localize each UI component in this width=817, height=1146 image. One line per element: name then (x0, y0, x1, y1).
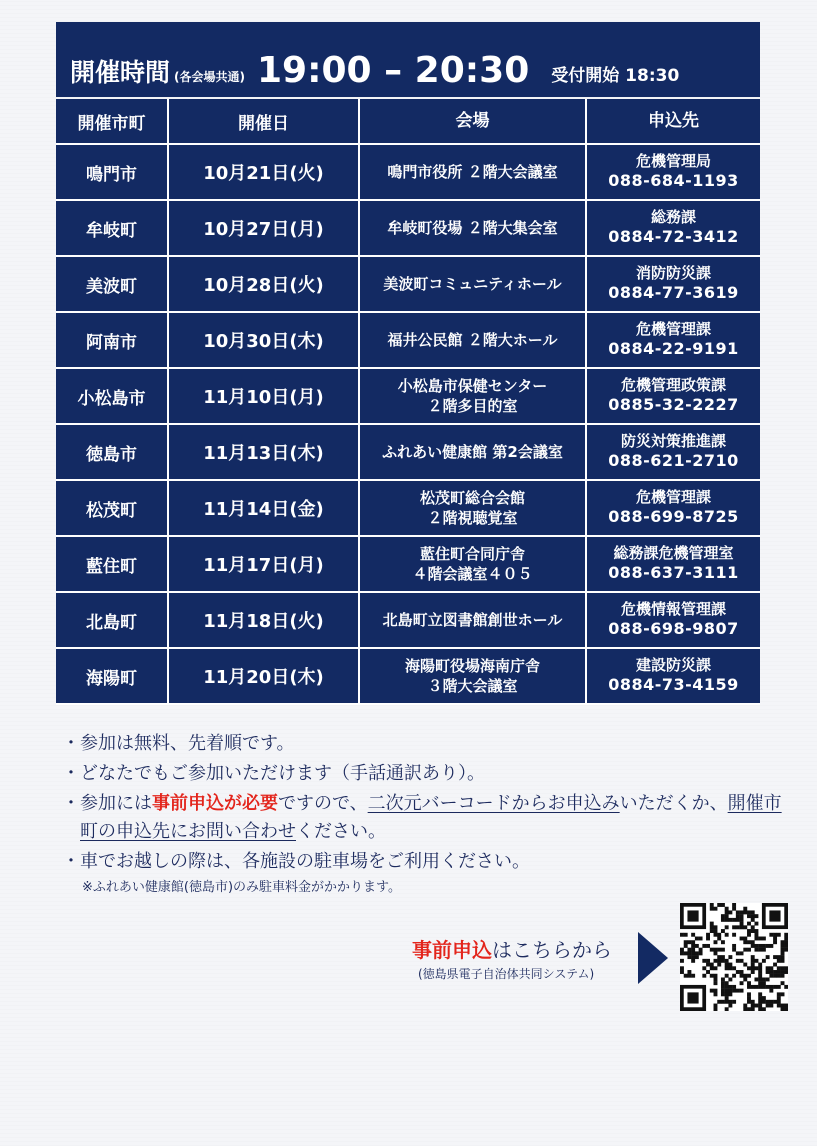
note-text: どなたでもご参加いただけます（手話通訳あり）。 (80, 763, 485, 784)
note-text-part: ください。 (296, 821, 386, 842)
banner-time: 19:00 – 20:30 (257, 50, 530, 91)
contact-department: 危機情報管理課 (620, 599, 726, 618)
cell-date: 10月21日(火) (169, 145, 360, 201)
cell-date: 11月10日(月) (169, 369, 360, 425)
apply-label (412, 934, 612, 963)
cell-venue (360, 425, 587, 481)
cell-date: 10月28日(火) (169, 257, 360, 313)
contact-phone[interactable]: 0885-32-2227 (608, 395, 739, 415)
header-date: 開催日 (169, 99, 360, 145)
cell-contact (587, 649, 760, 705)
banner-sub: (各会場共通) (174, 70, 245, 84)
venue-line: ２階視聴覚室 (427, 509, 518, 527)
cell-venue (360, 257, 587, 313)
schedule-table (56, 99, 760, 705)
table-header-row (56, 99, 760, 145)
note-item (62, 760, 792, 788)
contact-phone[interactable]: 088-698-9807 (608, 619, 739, 639)
qr-code[interactable] (680, 903, 788, 1011)
contact-department: 危機管理課 (635, 487, 711, 506)
table-row (56, 369, 760, 425)
contact-department: 総務課 (650, 207, 696, 226)
note-item (62, 730, 792, 758)
venue-line: ふれあい健康館 第2会議室 (382, 442, 563, 461)
venue-line: ２階多目的室 (427, 397, 518, 415)
required-registration-text: 事前申込が必要 (152, 793, 278, 814)
cell-venue (360, 649, 587, 705)
apply-label-red: 事前申込 (412, 938, 492, 962)
note-text-part: ですので、 (278, 793, 368, 814)
venue-line: 海陽町役場海南庁舎 (404, 656, 540, 675)
cell-contact (587, 257, 760, 313)
arrow-right-icon (638, 932, 668, 984)
contact-department: 防災対策推進課 (620, 431, 726, 450)
cell-town: 海陽町 (56, 649, 169, 705)
table-row (56, 481, 760, 537)
table-row (56, 425, 760, 481)
cell-town: 牟岐町 (56, 201, 169, 257)
apply-system-name: (徳島県電子自治体共同システム) (418, 967, 595, 981)
banner-label: 開催時間 (70, 58, 171, 87)
cell-venue (360, 145, 587, 201)
cell-contact (587, 481, 760, 537)
venue-line: 北島町立図書館創世ホール (382, 610, 563, 629)
table-row (56, 593, 760, 649)
note-item (62, 790, 792, 846)
contact-phone[interactable]: 088-699-8725 (608, 507, 739, 527)
cell-date: 10月27日(月) (169, 201, 360, 257)
cell-venue (360, 201, 587, 257)
table-row (56, 313, 760, 369)
cell-venue (360, 313, 587, 369)
contact-department: 危機管理局 (635, 151, 711, 170)
note-text: 車でお越しの際は、各施設の駐車場をご利用ください。 (80, 851, 530, 872)
venue-line: 鳴門市役所 ２階大会議室 (387, 162, 558, 181)
bullet: ・ (62, 763, 80, 784)
contact-phone[interactable]: 0884-73-4159 (608, 675, 739, 695)
cell-venue (360, 593, 587, 649)
venue-line: 美波町コミュニティホール (383, 274, 562, 293)
contact-phone[interactable]: 088-621-2710 (608, 451, 739, 471)
time-banner (56, 22, 760, 97)
cell-contact (587, 201, 760, 257)
venue-line: 牟岐町役場 ２階大集会室 (387, 218, 558, 237)
parking-fee-note: ※ふれあい健康館(徳島市)のみ駐車料金がかかります。 (82, 880, 401, 895)
contact-phone[interactable]: 0884-22-9191 (608, 339, 739, 359)
cell-town: 北島町 (56, 593, 169, 649)
table-row (56, 145, 760, 201)
cell-date: 11月20日(木) (169, 649, 360, 705)
contact-department: 危機管理政策課 (620, 375, 726, 394)
cell-contact (587, 145, 760, 201)
note-text-part: 参加には (80, 793, 152, 814)
table-row (56, 257, 760, 313)
venue-line: 福井公民館 ２階大ホール (387, 330, 558, 349)
note-text: 参加は無料、先着順です。 (80, 733, 295, 754)
cell-contact (587, 425, 760, 481)
cell-date: 11月14日(金) (169, 481, 360, 537)
apply-label-rest: はこちらから (492, 938, 612, 962)
contact-phone[interactable]: 088-684-1193 (608, 171, 739, 191)
cell-venue (360, 481, 587, 537)
table-row (56, 537, 760, 593)
note-text (80, 790, 792, 846)
note-item (62, 848, 792, 876)
table-body (56, 145, 760, 705)
header-town: 開催市町 (56, 99, 169, 145)
notes-list (62, 730, 792, 898)
cell-contact (587, 369, 760, 425)
cell-contact (587, 593, 760, 649)
venue-line: ４階会議室４０５ (412, 565, 533, 583)
cell-town: 藍住町 (56, 537, 169, 593)
contact-phone[interactable]: 0884-77-3619 (608, 283, 739, 303)
header-venue: 会場 (360, 99, 587, 145)
cell-town: 美波町 (56, 257, 169, 313)
contact-department: 消防防災課 (635, 263, 711, 282)
cell-town: 小松島市 (56, 369, 169, 425)
cell-venue (360, 537, 587, 593)
cell-town: 阿南市 (56, 313, 169, 369)
contact-department: 総務課危機管理室 (613, 543, 734, 562)
table-row (56, 649, 760, 705)
qr-code-icon (680, 903, 788, 1011)
cell-date: 11月13日(木) (169, 425, 360, 481)
contact-town-link[interactable]: 開催市町の申込先にお問い合わせ (80, 793, 782, 842)
cell-town: 松茂町 (56, 481, 169, 537)
note-text-part: いただくか、 (619, 793, 728, 814)
venue-line: 藍住町合同庁舎 (419, 544, 525, 563)
cell-contact (587, 537, 760, 593)
banner-reception: 受付開始 18:30 (551, 66, 680, 86)
cell-venue (360, 369, 587, 425)
table-row (56, 201, 760, 257)
bullet: ・ (62, 851, 80, 872)
cell-date: 10月30日(木) (169, 313, 360, 369)
cell-date: 11月18日(火) (169, 593, 360, 649)
qr-apply-link[interactable]: 二次元バーコードからお申込み (367, 793, 620, 814)
contact-department: 危機管理課 (635, 319, 711, 338)
header-contact: 申込先 (587, 99, 760, 145)
cell-contact (587, 313, 760, 369)
venue-line: 松茂町総合会館 (419, 488, 525, 507)
contact-phone[interactable]: 0884-72-3412 (608, 227, 739, 247)
cell-town: 徳島市 (56, 425, 169, 481)
bullet: ・ (62, 793, 80, 814)
cell-town: 鳴門市 (56, 145, 169, 201)
bullet: ・ (62, 733, 80, 754)
venue-line: ３階大会議室 (427, 677, 518, 695)
cell-date: 11月17日(月) (169, 537, 360, 593)
contact-phone[interactable]: 088-637-3111 (608, 563, 739, 583)
venue-line: 小松島市保健センター (397, 376, 548, 395)
contact-department: 建設防災課 (635, 655, 711, 674)
